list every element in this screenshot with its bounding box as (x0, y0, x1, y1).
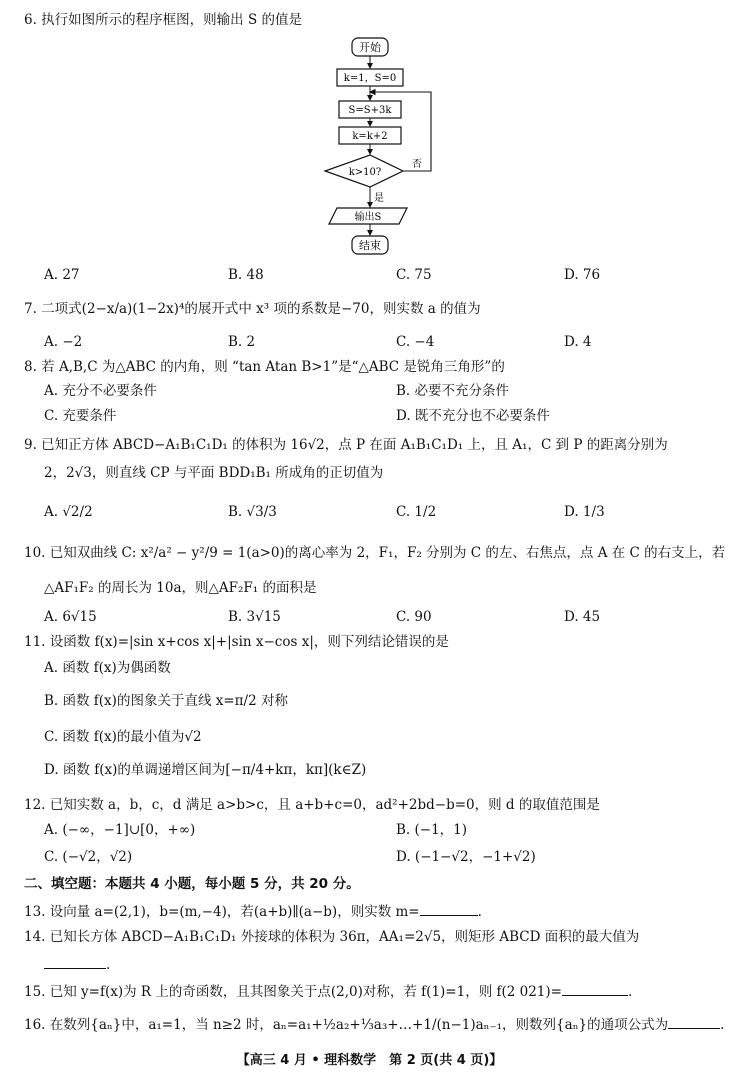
page-footer: 【高三 4 月 • 理科数学 第 2 页(共 4 页)】 (236, 1053, 503, 1068)
q6-option-c: C. 75 (396, 267, 432, 283)
q9-line1: 9. 已知正方体 ABCD−A₁B₁C₁D₁ 的体积为 16√2，点 P 在面 A₁B₁C₁D₁ 上，且 A₁，C 到 P 的距离分别为 (24, 437, 668, 453)
q11-stem: 11. 设函数 f(x)=|sin x+cos x|+|sin x−cos x|，则下列结论错误的是 (24, 634, 449, 650)
q15-end: . (627, 984, 633, 1000)
q7-option-d: D. 4 (564, 334, 592, 350)
q16-end: . (720, 1017, 725, 1033)
q9-option-c: C. 1/2 (396, 504, 437, 520)
q10-option-c: C. 90 (396, 609, 432, 625)
flow-start-text: 开始 (359, 41, 381, 54)
q8-option-c: C. 充要条件 (44, 408, 117, 424)
q16-text: 16. 在数列{aₙ}中，a₁=1，当 n≥2 时，aₙ=a₁+½a₂+⅓a₃+…+1/(n−1)aₙ₋₁，则数列{aₙ}的通项公式为 (24, 1017, 669, 1033)
q15-answer-blank (562, 983, 628, 996)
flow-no: 否 (412, 159, 422, 170)
q10-option-b: B. 3√15 (228, 609, 281, 625)
q15 (24, 983, 632, 1000)
q14-line2 (44, 956, 110, 973)
q10-line1: 10. 已知双曲线 C: x²/a² − y²/9 = 1(a>0)的离心率为 2，F₁，F₂ 分别为 C 的左、右焦点，点 A 在 C 的右支上，若 (24, 545, 726, 561)
q13-end: . (477, 904, 482, 920)
q12-option-c: C. (−√2，√2) (44, 849, 133, 865)
q8-option-d: D. 既不充分也不必要条件 (396, 408, 550, 424)
q9-option-b: B. √3/3 (228, 504, 277, 520)
q7-expr: (2−x/a)(1−2x)⁴ (81, 301, 185, 317)
q12-option-d: D. (−1−√2，−1+√2) (396, 849, 536, 865)
q10-option-a: A. 6√15 (44, 609, 97, 625)
q12-option-b: B. (−1，1) (396, 822, 468, 838)
q8-option-a: A. 充分不必要条件 (44, 383, 157, 399)
q11-option-a: A. 函数 f(x)为偶函数 (44, 660, 171, 676)
flow-yes: 是 (374, 193, 384, 204)
q7-stem-a: 7. 二项式 (24, 301, 82, 317)
q7-stem-b: 的展开式中 x³ 项的系数是−70，则实数 a 的值为 (184, 301, 481, 317)
q6-option-b: B. 48 (228, 267, 264, 283)
flow-step2-text: k=k+2 (352, 131, 388, 142)
q13 (24, 903, 482, 920)
q12-option-a: A. (−∞，−1]∪[0，+∞) (44, 822, 196, 838)
q7-stem (24, 303, 481, 317)
q12-stem: 12. 已知实数 a，b，c，d 满足 a>b>c，且 a+b+c=0，ad²+2bd−b=0，则 d 的取值范围是 (24, 797, 600, 813)
flow-init-text: k=1，S=0 (343, 73, 397, 84)
q15-text: 15. 已知 y=f(x)为 R 上的奇函数，且其图象关于点(2,0)对称，若 f(1)=1，则 f(2 021)= (24, 984, 562, 1000)
q8-stem: 8. 若 A,B,C 为△ABC 的内角，则 “tan Atan B>1”是“△ABC 是锐角三角形”的 (24, 359, 505, 375)
flow-cond-text: k>10? (348, 167, 382, 178)
q11-option-d: D. 函数 f(x)的单调递增区间为[−π/4+kπ，kπ](k∈Z) (44, 762, 367, 778)
q10-option-d: D. 45 (564, 609, 601, 625)
q7-option-c: C. −4 (396, 334, 435, 350)
q6-option-a: A. 27 (44, 267, 80, 283)
q10-line2: △AF₁F₂ 的周长为 10a，则△AF₂F₁ 的面积是 (44, 580, 317, 596)
section-2-heading: 二、填空题：本题共 4 小题，每小题 5 分，共 20 分。 (24, 876, 360, 892)
q6-stem: 6. 执行如图所示的程序框图，则输出 S 的值是 (24, 12, 303, 28)
q6-option-d: D. 76 (564, 267, 601, 283)
q14-answer-blank (44, 956, 106, 969)
q14-line1: 14. 已知长方体 ABCD−A₁B₁C₁D₁ 外接球的体积为 36π，AA₁=2√5，则矩形 ABCD 面积的最大值为 (24, 929, 640, 945)
q11-option-b: B. 函数 f(x)的图象关于直线 x=π/2 对称 (44, 693, 288, 709)
q16 (24, 1016, 724, 1033)
flow-step1-text: S=S+3k (348, 105, 392, 116)
flowchart (315, 36, 440, 258)
flow-end-text: 结束 (359, 239, 381, 252)
q9-option-d: D. 1/3 (564, 504, 605, 520)
q9-line2: 2，2√3，则直线 CP 与平面 BDD₁B₁ 所成角的正切值为 (44, 465, 384, 481)
q16-answer-blank (668, 1016, 720, 1029)
q7-option-b: B. 2 (228, 334, 256, 350)
q13-answer-blank (420, 903, 478, 916)
q8-option-b: B. 必要不充分条件 (396, 383, 510, 399)
q14-end: . (106, 957, 111, 973)
q7-option-a: A. −2 (44, 334, 83, 350)
flow-output-text: 输出S (354, 212, 382, 223)
q13-text: 13. 设向量 a=(2,1)，b=(m,−4)，若(a+b)∥(a−b)，则实数 m= (24, 904, 420, 920)
q11-option-c: C. 函数 f(x)的最小值为√2 (44, 729, 202, 745)
q9-option-a: A. √2/2 (44, 504, 93, 520)
